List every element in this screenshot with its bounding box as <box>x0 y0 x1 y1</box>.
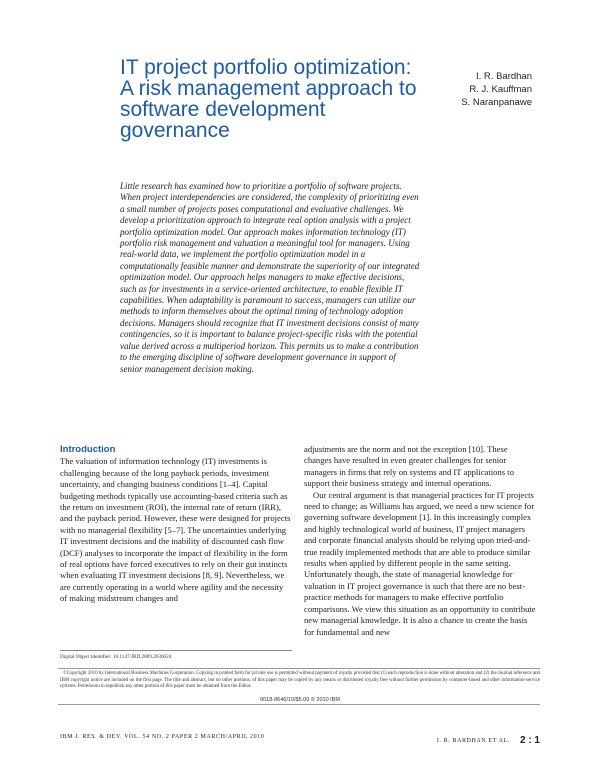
issn-line: 0018-8646/10/$5.00 © 2010 IBM <box>260 697 340 703</box>
running-authors: I. R. BARDHAN ET AL. <box>436 738 510 744</box>
author-list <box>461 70 532 109</box>
body-paragraph: The valuation of information technology (IT) investments is challenging because of the long payback periods, investment uncertainty, and changing business conditions [1–4]. Capital budgeting methods typically use accounting-based criteria such as the return on investment (ROI), the internal rate of return (IRR), and the payback period. However, these were designed for projects with no managerial flexibility [5–7]. The uncertainties underlying IT investment decisions and the inability of discounted cash flow (DCF) analyses to incorporate the impact of flexibility in the form of real options have forced executives to rely on their gut instincts when evaluating IT investment decisions [8, 9]. Nevertheless, we are currently operating in a world where agility and the necessity of making midstream changes and <box>60 456 291 604</box>
author-name: R. J. Kauffman <box>469 84 532 95</box>
page-number: 2 : 1 <box>519 735 540 746</box>
journal-citation: IBM J. RES. & DEV. VOL. 54 NO. 2 PAPER 2 MARCH/APRIL 2010 <box>60 734 265 740</box>
section-heading: Introduction <box>60 444 116 455</box>
footer-divider <box>58 704 540 705</box>
copyright-notice: ©Copyright 2010 by International Business Machines Corporation. Copying in printed form for private use is permitted without payment of royalty provided that (1) each reproduction is done without alteration and (2) the Journal reference and IBM copyright notice are included on the first page. The title and abstract, but no other portions, of this paper may be copied by any means or distributed royalty free without further permission by computer-based and other information-service systems. Permission to republish any other portion of this paper must be obtained from the Editor. <box>60 671 540 690</box>
paper-title: IT project portfolio optimization: A risk management approach to software development governance <box>120 56 417 142</box>
footnote-divider <box>58 668 540 669</box>
body-column-right <box>304 444 536 638</box>
body-paragraph: Our central argument is that managerial practices for IT projects need to change; as Williams has argued, we need a new science for governing software development [1]. In this increasingly complex and highly technological world of business, IT project managers and corporate financial analysts should be relying upon tried-and-true readily implemented methods that are able to produce similar results when applied by different people in the same setting. Unfortunately though, the state of managerial knowledge for valuation in IT project governance is such that there are no best-practice methods for managers to make effective portfolio comparisons. We view this situation as an opportunity to contribute new managerial knowledge. It is also a chance to create the basis for fundamental and new <box>304 489 536 637</box>
body-column-left <box>60 444 292 605</box>
author-name: S. Naranpanawe <box>461 97 532 108</box>
author-name: I. R. Bardhan <box>476 71 532 82</box>
doi-footnote: Digital Object Identifier: 10.1147/JRD.2009.2036624 <box>60 650 292 661</box>
footer-right <box>437 734 540 745</box>
page-footer <box>60 731 540 745</box>
abstract: Little research has examined how to prioritize a portfolio of software projects. When project interdependencies are considered, the complexity of prioritizing even a small number of projects poses computational and evaluative challenges. We develop a prioritization approach to integrate real option analysis with a project portfolio optimization model. Our approach makes information technology (IT) portfolio risk management and valuation a meaningful tool for managers. Using real-world data, we implement the portfolio optimization model in a computationally feasible manner and demonstrate the superiority of our integrated optimization model. Our approach helps managers to make effective decisions, such as for investments in a service-oriented architecture, to enable flexible IT capabilities. When adaptability is paramount to success, managers can utilize our methods to inform themselves about the optimal timing of technology adoption decisions. Managers should recognize that IT investment decisions consist of many contingencies, so it is important to balance project-specific risks with the potential value derived across a multiperiod horizon. This permits us to make a contribution to the emerging discipline of software development governance in support of senior management decision making. <box>120 181 420 374</box>
body-paragraph: adjustments are the norm and not the exception [10]. These changes have resulted in even greater challenges for senior managers in firms that rely on systems and IT applications to support their business strategy and internal operations. <box>304 444 514 489</box>
